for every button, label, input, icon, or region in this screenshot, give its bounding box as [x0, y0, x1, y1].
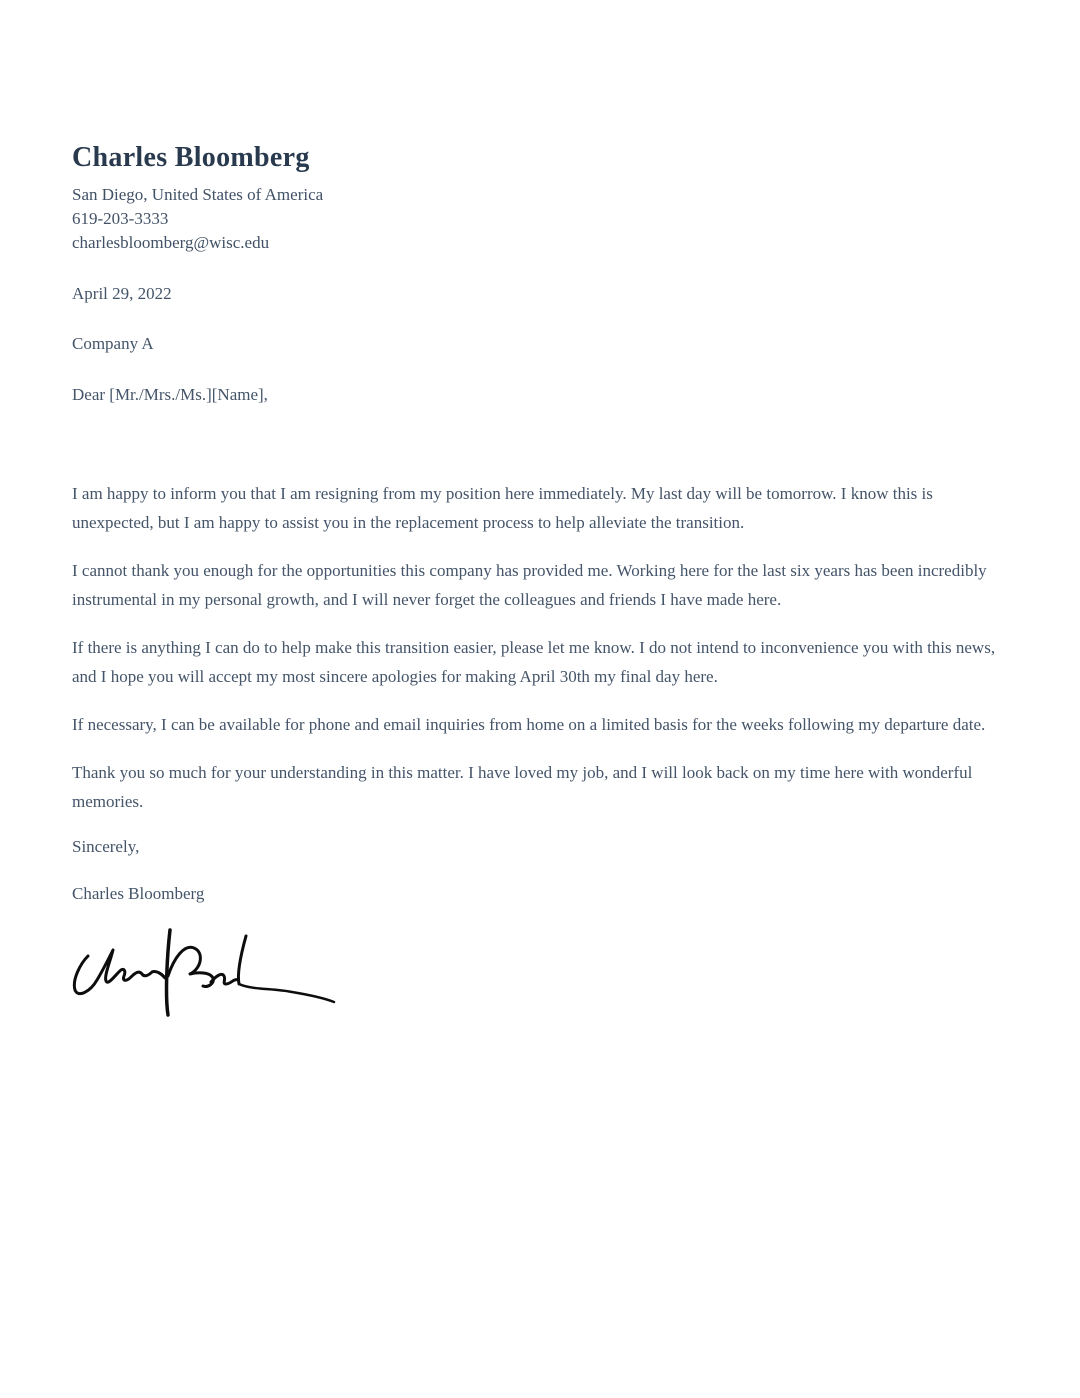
sender-location: San Diego, United States of America — [72, 185, 324, 204]
body-paragraph: I cannot thank you enough for the opportunities this company has provided me. Working here for the last six years has been incredibly instrumental in my personal growth, and I will never forget the colleagues and friends I have made here. — [72, 561, 987, 609]
body-paragraph: Thank you so much for your understanding in this matter. I have loved my job, and I will look back on my time here with wonderful memories. — [72, 763, 973, 811]
signature-icon — [66, 918, 346, 1018]
letter-date: April 29, 2022 — [72, 284, 172, 303]
letter-recipient: Company A — [72, 334, 154, 353]
letter-closing: Sincerely, — [72, 837, 140, 856]
letter-content — [72, 142, 1002, 1018]
sender-email: charlesbloomberg@wisc.edu — [72, 233, 270, 252]
signature-image — [66, 918, 346, 1018]
sender-name: Charles Bloomberg — [72, 142, 310, 173]
letter-body — [72, 479, 1002, 816]
signature-typed-name: Charles Bloomberg — [72, 884, 205, 903]
body-paragraph: If necessary, I can be available for phone and email inquiries from home on a limited basis for the weeks following my departure date. — [72, 715, 986, 734]
body-paragraph: If there is anything I can do to help make this transition easier, please let me know. I do not intend to inconvenience you with this news, and I hope you will accept my most sincere apologies for making April 30th my final day here. — [72, 638, 996, 686]
sender-phone: 619-203-3333 — [72, 209, 169, 228]
letter-salutation: Dear [Mr./Mrs./Ms.][Name], — [72, 385, 268, 404]
body-paragraph: I am happy to inform you that I am resigning from my position here immediately. My last day will be tomorrow. I know this is unexpected, but I am happy to assist you in the replacement process to help alleviate the transition. — [72, 484, 933, 532]
